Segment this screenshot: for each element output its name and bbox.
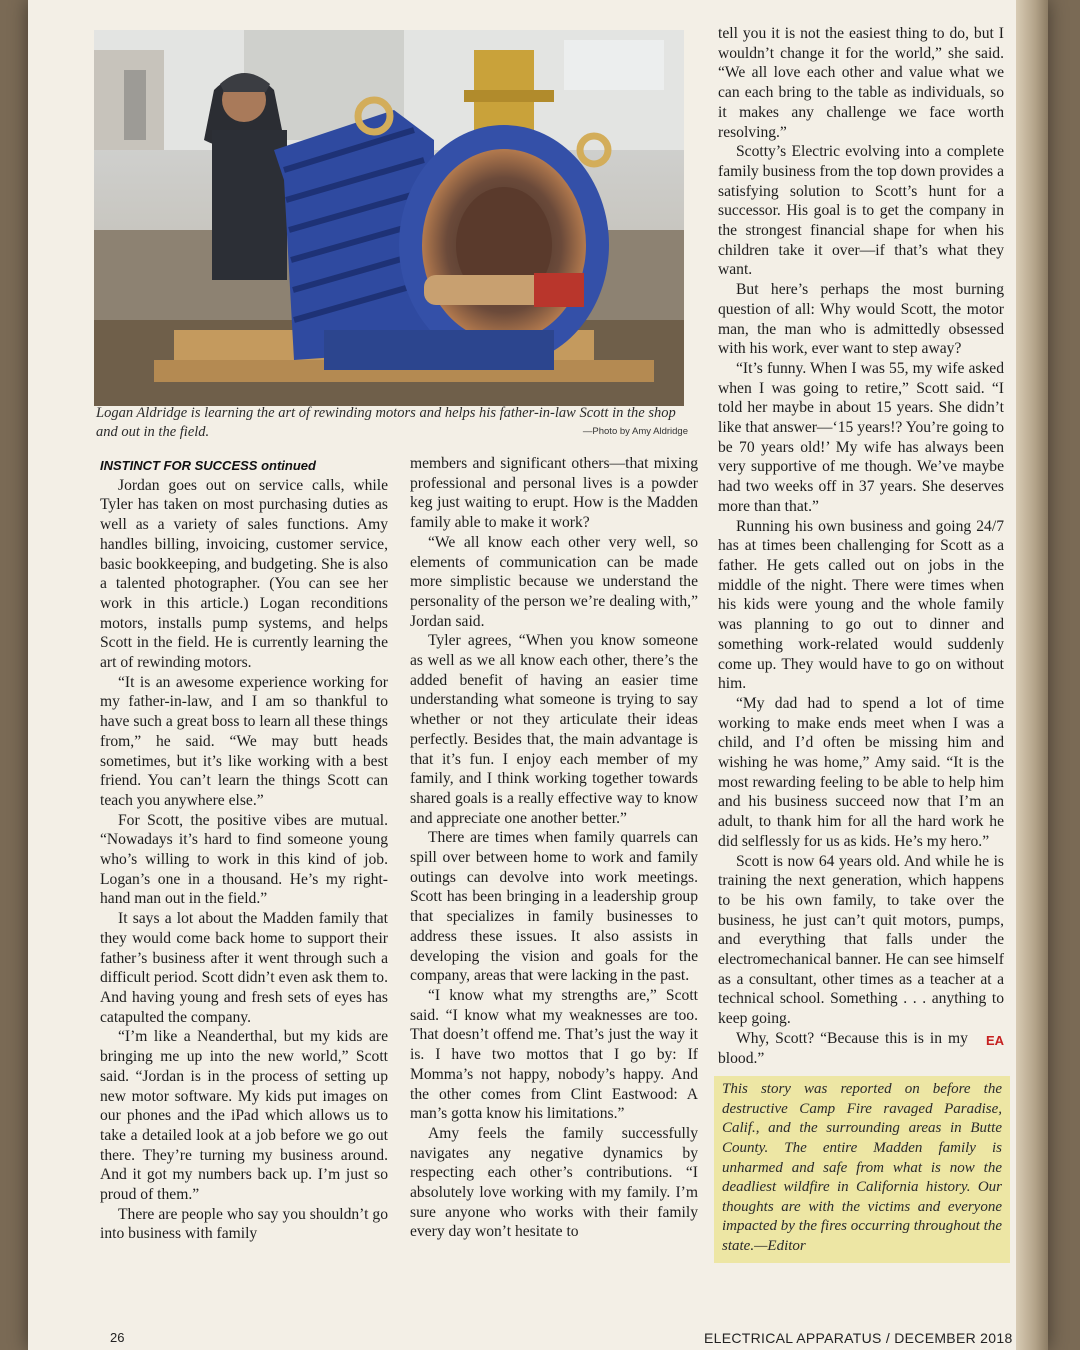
paragraph: For Scott, the positive vibes are mutual. “Nowadays it’s hard to find someone young who’s willing to work in this kind of job. Logan’s one in a thousand. He’s my right-hand man out in the field.”	[100, 811, 388, 908]
motor-workshop-illustration	[94, 30, 684, 406]
paragraph: Amy feels the family successfully navigates any negative dynamics by respecting each other’s contributions. “I absolutely love working with my family. I’m sure anyone who works with their family every day won’t hesitate to	[410, 1124, 698, 1241]
paragraph: Scott is now 64 years old. And while he is training the next generation, which happens to be his own family, to take over the business, he just can’t quit motors, pumps, and everything that falls under the electromechanical banner. He can see himself as a consultant, other times as a teacher at a technical school. Something . . . anything to keep going.	[718, 852, 1004, 1028]
paragraph: There are times when family quarrels can spill over between home to work and family outings can devolve into work meetings. Scott has been bringing in a leadership group that specializes in family businesses to address these issues. It also assists in developing the vision and goals for the company, areas that were lacking in the past.	[410, 829, 698, 985]
paragraph: “It’s funny. When I was 55, my wife asked when I was going to retire,” Scott said. “I told her maybe in about 15 years. She didn’t like that answer—‘15 years!? You’re going to be 70 years old!’ My wife has always been very supportive of me though. We’ve maybe had two weeks off in 37 years. She deserves more than that.”	[718, 359, 1004, 515]
magazine-page	[28, 0, 1048, 1350]
paragraph: But here’s perhaps the most burning question of all: Why would Scott, the motor man, the man who is admittedly obsessed with his work, ever want to step away?	[718, 281, 1004, 358]
paragraph: “I’m like a Neanderthal, but my kids are bringing me up into the new world,” Scott said. “Jordan is in the process of setting up new motor software. My kids put images on our phones and the iPad which allows us to take a detailed look at a job before we go out there. They’re turning my business around. And it got my numbers back up. I’m just so proud of them.”	[100, 1028, 388, 1204]
page-number: 26	[110, 1330, 125, 1345]
paragraph: tell you it is not the easiest thing to do, but I wouldn’t change it for the world,” she said. “We all love each other and value what we can each bring to the table as individuals, so it makes any challenge we face worth resolving.”	[718, 25, 1004, 141]
paragraph: “I know what my strengths are,” Scott said. “I know what my weaknesses are too. That doesn’t offend me. That’s just the way it is. I have two mottos that I go by: If Momma’s not happy, nobody’s happy. And the other comes from Clint Eastwood: A man’s gotta know his limitations.”	[410, 986, 698, 1123]
publication-footer: ELECTRICAL APPARATUS / DECEMBER 2018	[704, 1330, 1013, 1346]
photo-credit: —Photo by Amy Aldridge	[582, 426, 688, 437]
closing-paragraph	[718, 1029, 1004, 1068]
paragraph: Tyler agrees, “When you know someone as well as we all know each other, there’s the added benefit of having an easier time understanding what someone is trying to say whether or not they articulate their ideas perfectly. Besides that, the main advantage is that it’s fun. I enjoy each member of my family, and I think working together towards shared goals is a really effective way to know and appreciate one another better.”	[410, 632, 698, 827]
end-mark: EA	[985, 1032, 1004, 1048]
paragraph: Running his own business and going 24/7 has at times been challenging for Scott as a father. He gets called out on jobs in the middle of the night. There were times when his kids were young and the whole family was planning to go out to dinner and something work-related would suddenly come up. They would have to go on without him.	[718, 517, 1004, 693]
paragraph: It says a lot about the Madden family that they would come back home to support their father’s business after it went through such a difficult period. Scott didn’t even ask them to. And having young and fresh sets of eyes has catapulted the company.	[100, 910, 388, 1026]
closing-text: Why, Scott? “Because this is in my blood.”	[718, 1029, 968, 1067]
paragraph: “My dad had to spend a lot of time working to make ends meet when I was a child, and I’d often be missing him and wishing he was home,” Amy said. “It is the most rewarding feeling to be able to help him and his business succeed now that I’m an adult, to thank him for all the hard work he did selflessly for us as kids. He’s my hero.”	[718, 694, 1004, 850]
article-column-2	[410, 454, 698, 1242]
article-photo	[94, 30, 684, 406]
editor-note: This story was reported on before the destructive Camp Fire ravaged Paradise, Calif., and the surrounding areas in Butte County. The entire Madden family is unharmed and safe from what is now the deadliest wildfire in California history. Our thoughts are with the victims and everyone impacted by the fires occurring throughout the state.—Editor	[714, 1076, 1010, 1262]
paragraph: “It is an awesome experience working for my father-in-law, and I am so thankful to have such a great boss to learn all these things from,” he said. “We may butt heads sometimes, but it’s like working with a best friend. You can’t learn the things Scott can teach you anywhere else.”	[100, 673, 388, 809]
page-edge	[1016, 0, 1048, 1350]
paragraph: There are people who say you shouldn’t go into business with family	[100, 1205, 388, 1243]
paragraph: Jordan goes out on service calls, while Tyler has taken on most purchasing duties as well as a variety of sales functions. Amy handles billing, invoicing, customer service, basic bookkeeping, and budgeting. She is also a talented photographer. (You can see her work in this article.) Logan reconditions motors, installs pump systems, and helps Scott in the field. He is currently learning the art of rewinding motors.	[100, 476, 388, 672]
paragraph: “We all know each other very well, so elements of communication can be made more simplistic because we understand the personality of the person we’re dealing with,” Jordan said.	[410, 533, 698, 630]
paragraph: Scotty’s Electric evolving into a complete family business from the top down provides a satisfying solution to Scott’s hunt for a successor. His goal is to get the company in the strongest financial shape for when his children take it over—if that’s what they want.	[718, 143, 1004, 279]
photo-caption: Logan Aldridge is learning the art of rewinding motors and helps his father-in-law Scott in the shop and out in the field.	[96, 405, 676, 440]
paragraph: members and significant others—that mixing professional and personal lives is a powder keg just waiting to erupt. How is the Madden family able to make it work?	[410, 455, 698, 532]
article-column-1	[100, 456, 388, 1244]
article-column-3	[718, 24, 1004, 1263]
continued-heading: INSTINCT FOR SUCCESS ontinued	[100, 458, 316, 473]
